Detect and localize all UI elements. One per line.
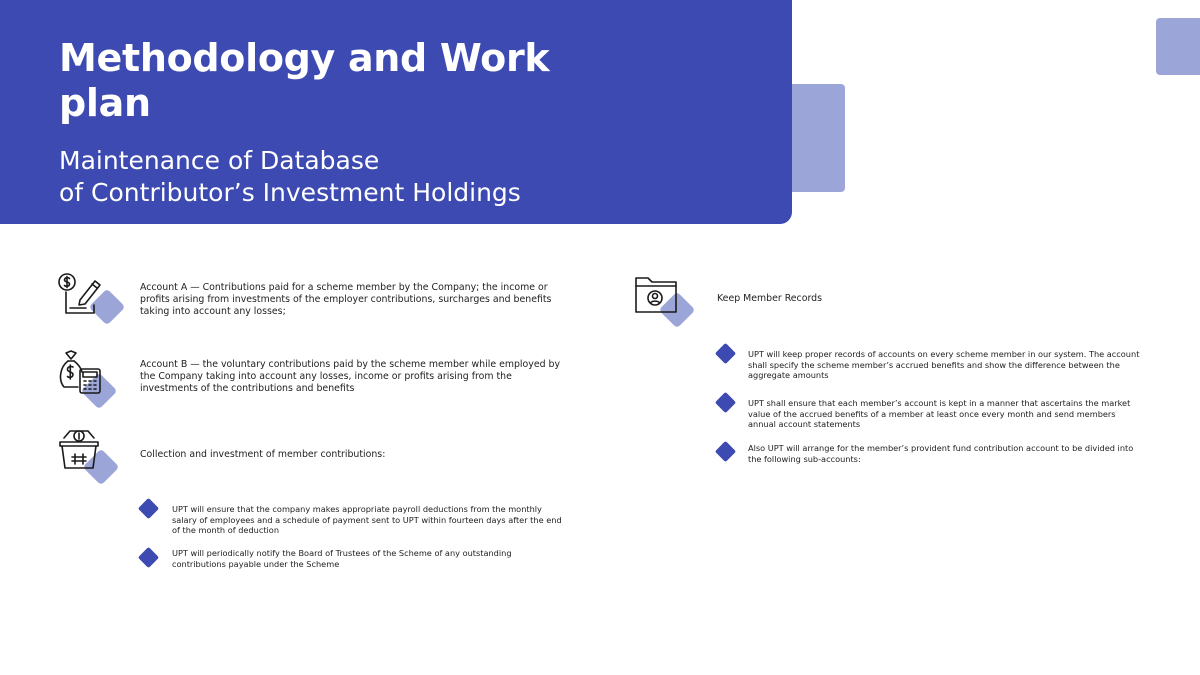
bullet-text: UPT will periodically notify the Board of Trustees of the Scheme of any outstanding contributions payable under the Scheme — [172, 548, 512, 569]
folder-user-icon — [634, 274, 680, 316]
account-b-text: Account B — the voluntary contributions paid by the scheme member while employed by the Company taking into account any losses, income or profits arising from the investments of the contributions and benefits — [140, 359, 561, 395]
account-b-icon-group — [58, 350, 128, 406]
subtitle-line-2: of Contributor’s Investment Holdings — [59, 178, 521, 207]
records-icon-group — [634, 274, 704, 330]
dollar-document-pen-icon — [58, 272, 108, 318]
bullet-diamond — [138, 547, 159, 568]
bullet-text: UPT will keep proper records of accounts on every scheme member in our system. The account shall specify the scheme member’s accrued benefits and show the difference between the aggregate amounts — [748, 349, 1140, 381]
money-bag-calculator-icon — [58, 350, 108, 396]
page-title: Methodology and Work plan — [59, 36, 550, 125]
decorative-corner-block — [1156, 18, 1200, 75]
bullet-text: UPT shall ensure that each member’s account is kept in a manner that ascertains the market value of the accrued benefits of a member at least once every month and send members annual account statements — [748, 398, 1131, 430]
subtitle-line-1: Maintenance of Database — [59, 146, 380, 175]
money-basket-icon — [58, 428, 108, 474]
bullet-diamond — [715, 392, 736, 413]
account-a-icon-group — [58, 272, 128, 328]
collection-text: Collection and investment of member contributions: — [140, 449, 386, 460]
records-heading-text: Keep Member Records — [717, 293, 822, 304]
bullet-diamond — [715, 343, 736, 364]
account-a-text: Account A — Contributions paid for a scheme member by the Company; the income or profits arising from investments of the employer contributions, surcharges and benefits taking into account any losses; — [140, 282, 552, 318]
collection-icon-group — [58, 428, 128, 484]
bullet-diamond — [138, 498, 159, 519]
bullet-text: UPT will ensure that the company makes appropriate payroll deductions from the monthly salary of employees and a schedule of payment sent to UPT within fourteen days after the end of the month of deduction — [172, 504, 562, 536]
bullet-text: Also UPT will arrange for the member’s provident fund contribution account to be divided into the following sub-accounts: — [748, 443, 1134, 464]
bullet-diamond — [715, 441, 736, 462]
page-subtitle — [59, 145, 659, 209]
decorative-block — [792, 84, 845, 192]
